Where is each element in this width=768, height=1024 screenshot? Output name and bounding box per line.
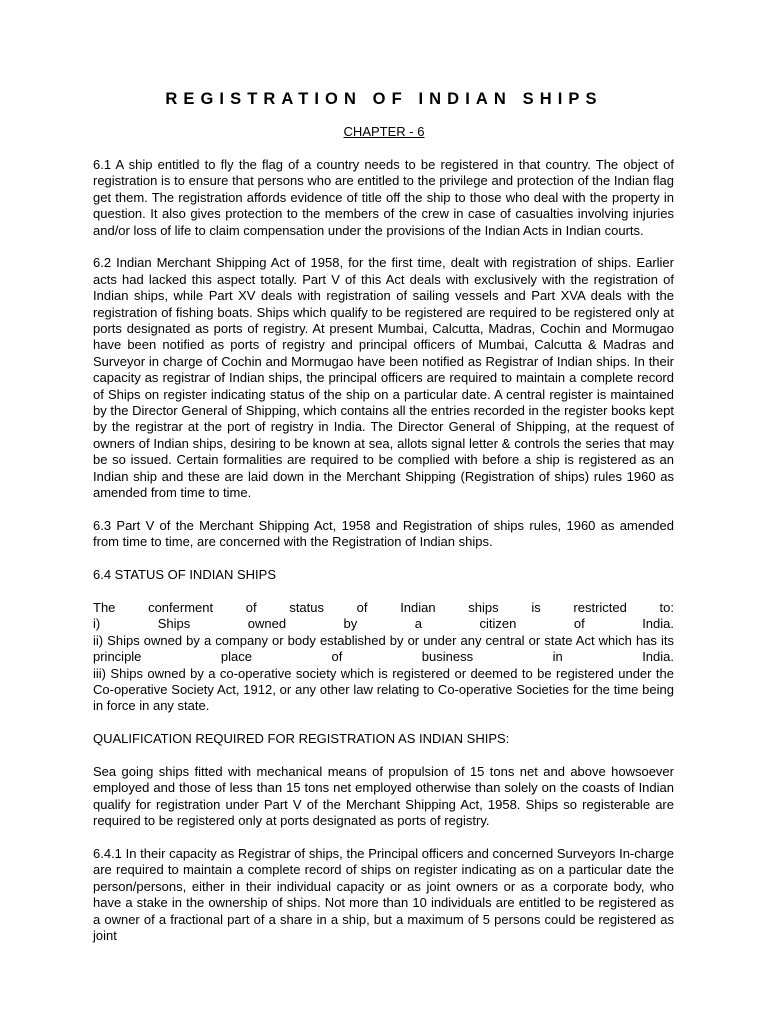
document-title: REGISTRATION OF INDIAN SHIPS (165, 90, 603, 108)
paragraph-6-1: 6.1 A ship entitled to fly the flag of a country needs to be registered in that country. The object of registration is to ensure that persons who are entitled to the privilege and protection of the Indian flag get them. The registration affords evidence of title off the ship to those who deal with the property in question. It also gives protection to the members of the crew in case of casualties involving injuries and/or loss of life to claim compensation under the provisions of the Indian Acts in Indian courts. (93, 157, 674, 238)
status-item-i: i) Ships owned by a citizen of India. (93, 616, 674, 632)
paragraph-6-3: 6.3 Part V of the Merchant Shipping Act, 1958 and Registration of ships rules, 1960 as amended from time to time, are concerned with the Registration of Indian ships. (93, 517, 674, 550)
status-item-iii: iii) Ships owned by a co-operative society which is registered or deemed to be registered under the Co-operative Society Act, 1912, or any other law relating to Co-operative Societies for the time being in force in any state. (93, 665, 674, 714)
status-item-ii-line2: principle place of business in India. (93, 649, 674, 665)
document-body (93, 157, 674, 961)
section-heading-qualification: QUALIFICATION REQUIRED FOR REGISTRATION AS INDIAN SHIPS: (93, 731, 510, 747)
paragraph-6-2: 6.2 Indian Merchant Shipping Act of 1958, for the first time, dealt with registration of ships. Earlier acts had lacked this aspect totally. Part V of this Act deals with exclusively with the registration of Indian ships, while Part XV deals with registration of sailing vessels and Part XVA deals with the registration of fishing boats. Ships which qualify to be registered are required to be registered only at ports designated as ports of registry. At present Mumbai, Calcutta, Madras, Cochin and Mormugao have been notified as ports of registry and principal officers of Mumbai, Calcutta & Madras and Surveyor in charge of Cochin and Mormugao have been notified as Registrar of Indian ships. In their capacity as registrar of Indian ships, the principal officers are required to maintain a complete record of Ships on register indicating status of the ship on a particular date. A central register is maintained by the Director General of Shipping, which contains all the entries recorded in the register books kept by the registrar at the port of registry in India. The Director General of Shipping, at the request of owners of Indian ships, desiring to be known at sea, allots signal letter & controls the series that may be so issued. Certain formalities are required to be complied with before a ship is registered as an Indian ship and these are laid down in the Merchant Shipping (Registration of ships) rules 1960 as amended from time to time. (93, 255, 674, 501)
status-intro: The conferment of status of Indian ships is restricted to: (93, 599, 674, 615)
status-list (93, 600, 674, 715)
status-item-ii-line1: ii) Ships owned by a company or body established by or under any central or state Act which has its (93, 632, 674, 648)
paragraph-6-4-1: 6.4.1 In their capacity as Registrar of ships, the Principal officers and concerned Surveyors In-charge are required to maintain a complete record of ships on register indicating as on a particular date the person/persons, either in their individual capacity or as joint owners or as a corporate body, who have a stake in the ownership of ships. Not more than 10 individuals are entitled to be registered as a owner of a fractional part of a share in a ship, but a maximum of 5 persons could be registered as joint (93, 845, 674, 943)
section-heading-status: 6.4 STATUS OF INDIAN SHIPS (93, 567, 276, 583)
paragraph-qualification: Sea going ships fitted with mechanical means of propulsion of 15 tons net and above howsoever employed and those of less than 15 tons net employed otherwise than solely on the coasts of Indian qualify for registration under Part V of the Merchant Shipping Act, 1958. Ships so registerable are required to be registered only at ports designated as ports of registry. (93, 763, 674, 829)
chapter-heading: CHAPTER - 6 (343, 124, 425, 139)
